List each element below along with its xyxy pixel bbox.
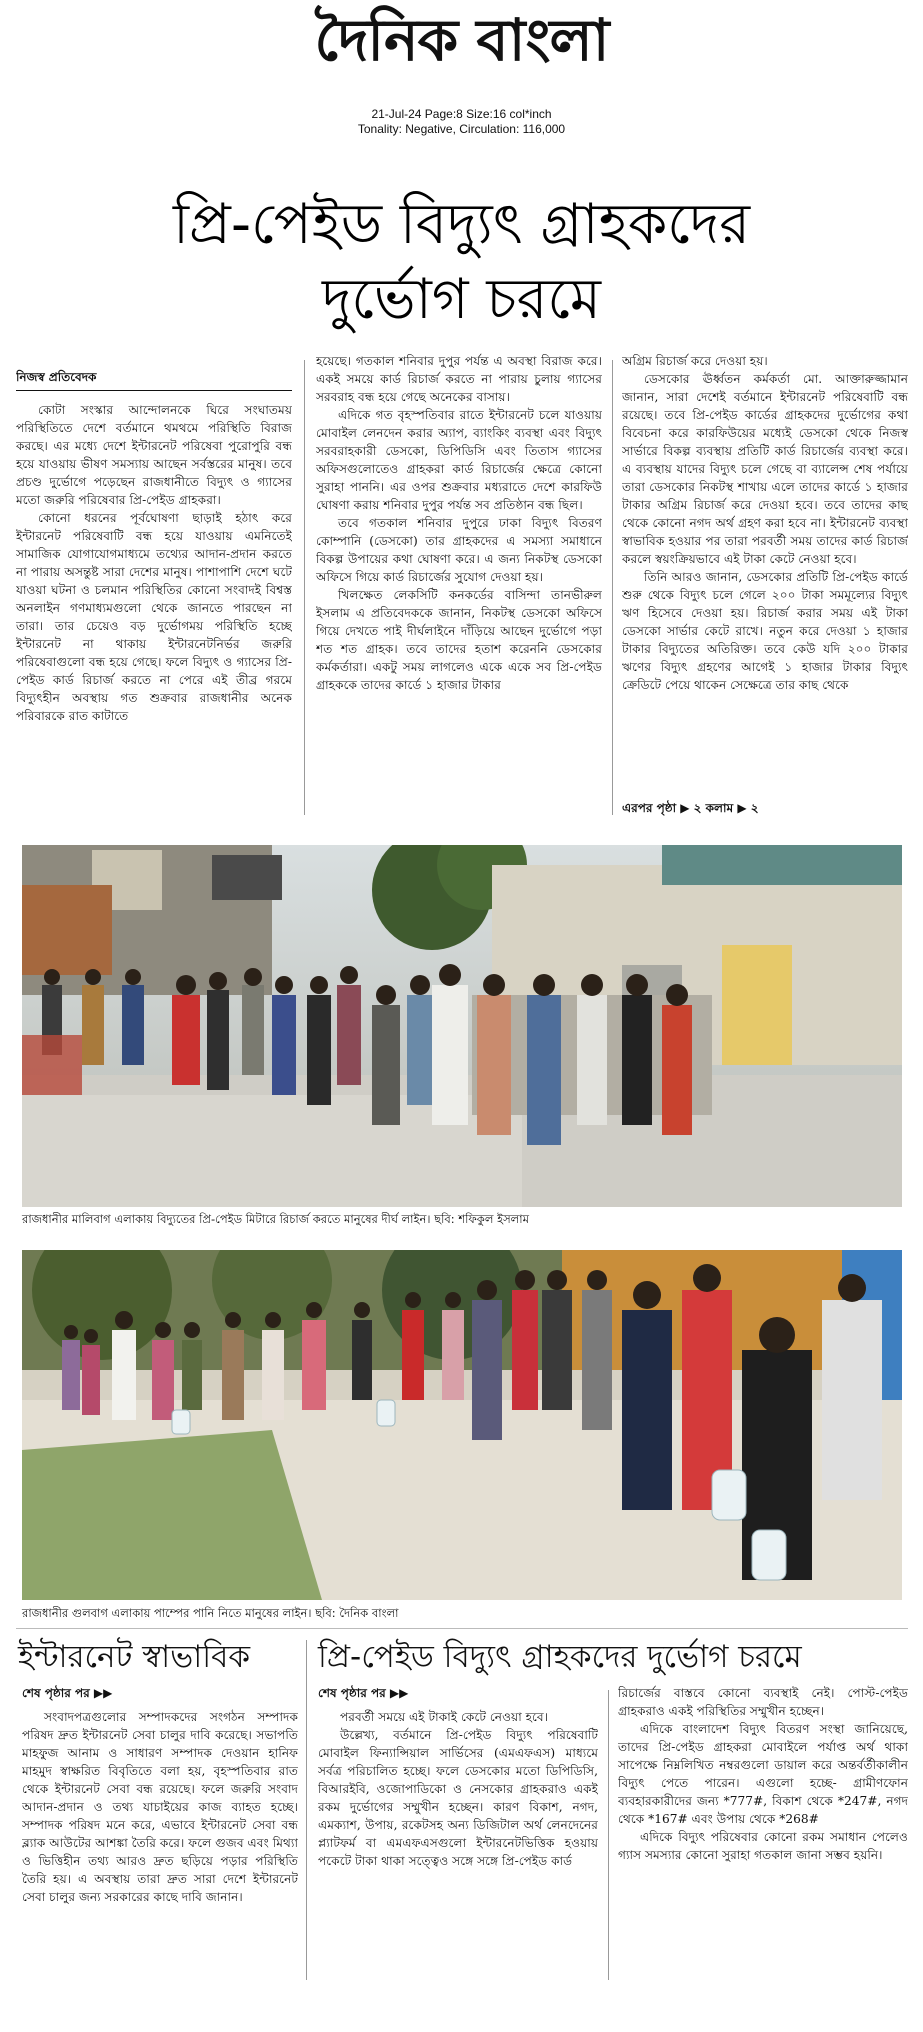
paragraph: এদিকে বাংলাদেশ বিদ্যুৎ বিতরণ সংস্থা জানিয়েছে, তাদের প্রি-পেইড গ্রাহকরা মোবাইলে পর্যাপ্ত অর্থ থাকা সাপেক্ষে নিম্নলিখিত নম্বরগুলো ডায়াল করে অন্তর্বর্তীকালীন বিদ্যুৎ পেতে পারেন। এগুলো হচ্ছে- গ্রামীণফোন ব্যবহারকারীদের জন্য *777#, বিকাশ থেকে *247#, নগদ থেকে *167# এবং উপায় থেকে *268# [618,1722,908,1826]
article-column-3 [622,352,908,797]
continued-from-label: শেষ পৃষ্ঠার পর ▶▶ [318,1686,409,1700]
paragraph: উল্লেখ্য, বর্তমানে প্রি-পেইড বিদ্যুৎ পরিষেবাটি মোবাইল ফিন্যান্সিয়াল সার্ভিসের (এমএফএস) মাধ্যমে সর্বত্র পরিচালিত হচ্ছে। ফলে ডেসকোর মতো ডিপিডিসি, বিআরইবি, ওজোপাডিকো ও নেসকোর গ্রাহকরাও একই রকম দুর্ভোগের সম্মুখীন হচ্ছেন। কারণ বিকাশ, নগদ, এমক্যাশ, উপায়, রকেটসহ অন্য ডিজিটাল অর্থ লেনদেনের প্ল্যাটফর্ম বা এমএফএসগুলো ইন্টারনেটভিত্তিক হওয়ায় পকেটে টাকা থাকা সত্ত্বেও সঙ্গে সঙ্গে প্রি-পেইড কার্ড [318,1728,598,1868]
column-rule [306,1640,307,1980]
photo-queue-electricity-image [22,845,902,1207]
paragraph: তবে গতকাল শনিবার দুপুরে ঢাকা বিদ্যুৎ বিতরণ কোম্পানি (ডেসকো) তার গ্রাহকদের এ সমস্যা সমাধানে বিকল্প উপায়ের কথা ঘোষণা করে। এ জন্য নিকটস্থ ডেসকো অফিসে গিয়ে কার্ড রিচার্জের সুযোগ দেওয়া হয়। [316,516,602,584]
paragraph: রিচার্জের বাস্তবে কোনো ব্যবস্থাই নেই। পোস্ট-পেইড গ্রাহকরাও একই পরিস্থিতির সম্মুখীন হচ্ছেন। [618,1686,908,1718]
paragraph: কোটা সংস্কার আন্দোলনকে ঘিরে সংঘাতময় পরিস্থিতিতে দেশে বর্তমানে থমথমে পরিস্থিতি বিরাজ করছে। এর মধ্যে দেশে ইন্টারনেট পরিষেবা পুরোপুরি বন্ধ হয়ে যাওয়ায় ভীষণ সমস্যায় আছেন সর্বস্তরের মানুষ। তবে প্রচণ্ড দুর্ভোগে পড়েছেন রাজধানীতে বিদ্যুৎ ও গ্যাসের মতো জরুরি পরিষেবার প্রি-পেইড গ্রাহকরা। [16,403,292,507]
clip-meta-line2: Tonality: Negative, Circulation: 116,000 [357,122,566,136]
article-column-2 [316,352,602,817]
photo-caption-2: রাজধানীর গুলবাগ এলাকায় পাম্পের পানি নিতে মানুষের লাইন। ছবি: দৈনিক বাংলা [22,1606,399,1620]
photo-caption-1: রাজধানীর মালিবাগ এলাকায় বিদ্যুতের প্রি-পেইড মিটারে রিচার্জ করতে মানুষের দীর্ঘ লাইন। ছবি: শফিকুল ইসলাম [22,1212,529,1226]
main-headline-line2: দুর্ভোগ চরমে [321,267,601,332]
photo-queue-water-image [22,1250,902,1600]
paragraph: সংবাদপত্রগুলোর সম্পাদকদের সংগঠন সম্পাদক পরিষদ দ্রুত ইন্টারনেট সেবা চালুর দাবি করেছে। সভাপতি মাহফুজ আনাম ও সাধারণ সম্পাদক দেওয়ান হানিফ মাহমুদ স্বাক্ষরিত বিবৃতিতে বলা হয়, বৃহস্পতিবার রাত থেকে ইন্টারনেট সেবা বন্ধ রয়েছে। ফলে জরুরি সংবাদ আদান-প্রদান ও তথ্য যাচাইয়ের কাজ ব্যাহত হচ্ছে। সম্পাদক পরিষদ মনে করে, এভাবে ইন্টারনেট সেবা বন্ধ ব্ল্যাক আউটের আশঙ্কা তৈরি করে। ফলে গুজব এবং মিথ্যা ও ভিত্তিহীন তথ্য আরও দ্রুত ছড়িয়ে পড়ার পরিস্থিতি তৈরি হয়। এ অবস্থায় তারা দ্রুত সারা দেশে ইন্টারনেট সেবা চালুর জন্য সরকারের কাছে দাবি জানান। [22,1710,298,1904]
prepaid-continuation-column-1 [318,1684,598,1984]
internet-article-headline: ইন্টারনেট স্বাভাবিক [18,1639,251,1675]
column-rule [612,360,613,815]
prepaid-continuation-column-2 [618,1684,908,1984]
paragraph: হয়েছে। গতকাল শনিবার দুপুর পর্যন্ত এ অবস্থা বিরাজ করে। একই সময়ে কার্ড রিচার্জ করতে না পারায় চুলায় গ্যাসের সরবরাহ বন্ধ হয়ে গেছে অনেকের বাসায়। [316,354,602,404]
main-headline-line1: প্রি-পেইড বিদ্যুৎ গ্রাহকদের [173,192,750,257]
photo-queue-electricity [22,845,902,1207]
article-column-1 [16,368,292,818]
paragraph: তিনি আরও জানান, ডেসকোর প্রতিটি প্রি-পেইড কার্ডে শুরু থেকে বিদ্যুৎ চলে গেলে ২০০ টাকা সমমূল্যের বিদ্যুৎ ঋণ হিসেবে দেওয়া হয়। রিচার্জ করার সময় এই টাকা ডেসকো সার্ভার কেটে রাখে। নতুন করে দেওয়া ১ হাজার টাকার বিদ্যুতের অতিরিক্ত। তবে কেউ যদি ২০০ টাকার ঋণের বিদ্যুৎ গ্রহণের আগেই ১ হাজার টাকার বিদ্যুৎ ক্রেডিটে পেয়ে থাকেন সেক্ষেত্রে তার কাছ থেকে [622,570,908,692]
section-divider [16,1628,908,1629]
column-rule [304,360,305,815]
prepaid-continuation-headline: প্রি-পেইড বিদ্যুৎ গ্রাহকদের দুর্ভোগ চরমে [318,1639,802,1675]
paragraph: কোনো ধরনের পূর্বঘোষণা ছাড়াই হঠাৎ করে ইন্টারনেট পরিষেবাটি বন্ধ হয়ে যাওয়ায় এমনিতেই সামাজিক যোগাযোগমাধ্যমে তথ্যের আদান-প্রদান করতে না পারায় অসন্তুষ্ট সারা দেশের মানুষ। পাশাপাশি দেশে ঘটে যাওয়া ঘটনা ও চলমান পরিস্থিতির কোনো সংবাদই বিশ্বস্ত অনলাইন গণমাধ্যমগুলো থেকে জানতে পারছেন না তারা। তার চেয়েও বড় দুর্ভোগময় পরিস্থিতি হচ্ছে ইন্টারনেট না থাকায় ইন্টারনেটনির্ভর জরুরি পরিষেবাগুলো বন্ধ হয়ে গেছে। ফলে বিদ্যুৎ ও গ্যাসের প্রি-পেইড কার্ড রিচার্জ করতে না পেরে এই তীব্র গরমে বিদ্যুৎহীন অবস্থায় গত শুক্রবার রাজধানীর অনেক পরিবারকে রাত কাটাতে [16,511,292,723]
photo-queue-water [22,1250,902,1600]
continued-notice: এরপর পৃষ্ঠা ▶ ২ কলাম ▶ ২ [622,801,759,815]
clip-meta-line1: 21-Jul-24 Page:8 Size:16 col*inch [371,107,552,121]
paragraph: অগ্রিম রিচার্জ করে দেওয়া হয়। [622,354,768,368]
internet-article-body [22,1684,298,1984]
continued-from-label: শেষ পৃষ্ঠার পর ▶▶ [22,1686,113,1700]
paragraph: এদিকে বিদ্যুৎ পরিষেবার কোনো রকম সমাধান পেলেও গ্যাস সমস্যার কোনো সুরাহা গতকাল জানা সম্ভব হয়নি। [618,1830,908,1862]
masthead-logo: দৈনিক বাংলা [314,6,609,74]
paragraph: খিলক্ষেত লেকসিটি কনকর্ডের বাসিন্দা তানভীরুল ইসলাম এ প্রতিবেদককে জানান, নিকটস্থ ডেসকো অফিসে গিয়ে দেখতে পাই দীর্ঘলাইনে দাঁড়িয়ে আছেন দুর্ভোগে পড়া শত শত গ্রাহক। তবে তাদের হতাশ করেননি ডেসকোর কর্মকর্তারা। একটু সময় লাগলেও একে একে সব প্রি-পেইড গ্রাহককে তাদের কার্ডে ১ হাজার টাকার [316,588,602,692]
paragraph: এদিকে গত বৃহস্পতিবার রাতে ইন্টারনেট চলে যাওয়ায় মোবাইল লেনদেন করার অ্যাপ, ব্যাংকিং ব্যবস্থা এবং বিদ্যুৎ সরবরাহকারী ডেসকো, ডিপিডিসি এবং তিতাস গ্যাসের অফিসগুলোতেও গ্রাহকরা কার্ড রিচার্জের ক্ষেত্রে কোনো সুরাহা পাননি। এর ওপর শুক্রবার মধ্যরাতে দেশে কারফিউ ঘোষণা করায় শনিবার দুপুর পর্যন্ত সব প্রতিষ্ঠান বন্ধ ছিল। [316,408,602,512]
paragraph: পরবর্তী সময়ে এই টাকাই কেটে নেওয়া হবে। [340,1710,549,1724]
paragraph: ডেসকোর ঊর্ধ্বতন কর্মকর্তা মো. আক্তারুজ্জামান জানান, সারা দেশেই বর্তমানে ইন্টারনেট পরিষেবাটি বন্ধ রয়েছে। তবে প্রি-পেইড কার্ডের গ্রাহকদের দুর্ভোগের কথা বিবেচনা করে কারফিউয়ের মধ্যেই ডেসকো থেকে নিজস্ব সার্ভারে বিকল্প ব্যবস্থায় প্রতিটি কার্ড রিচার্জের ব্যবস্থা করে। এ ব্যবস্থায় যাদের বিদ্যুৎ চলে গেছে বা ব্যালেন্স শেষ পর্যায়ে তারা ডেসকোর নিকটস্থ শাখায় এলে তাদের কার্ডে ১ হাজার টাকার অগ্রিম রিচার্জ করে দেওয়া হবে। তবে তাদের কাছ থেকে কোনো নগদ অর্থ গ্রহণ করা হবে না। ইন্টারনেট ব্যবস্থা স্বাভাবিক হওয়ার পর তারা পরবর্তী সময় তাদের কার্ড রিচার্জ করলে স্বয়ংক্রিয়ভাবে এই টাকা কেটে নেওয়া হবে। [622,372,908,566]
column-rule [608,1690,609,1980]
byline: নিজস্ব প্রতিবেদক [16,368,292,391]
